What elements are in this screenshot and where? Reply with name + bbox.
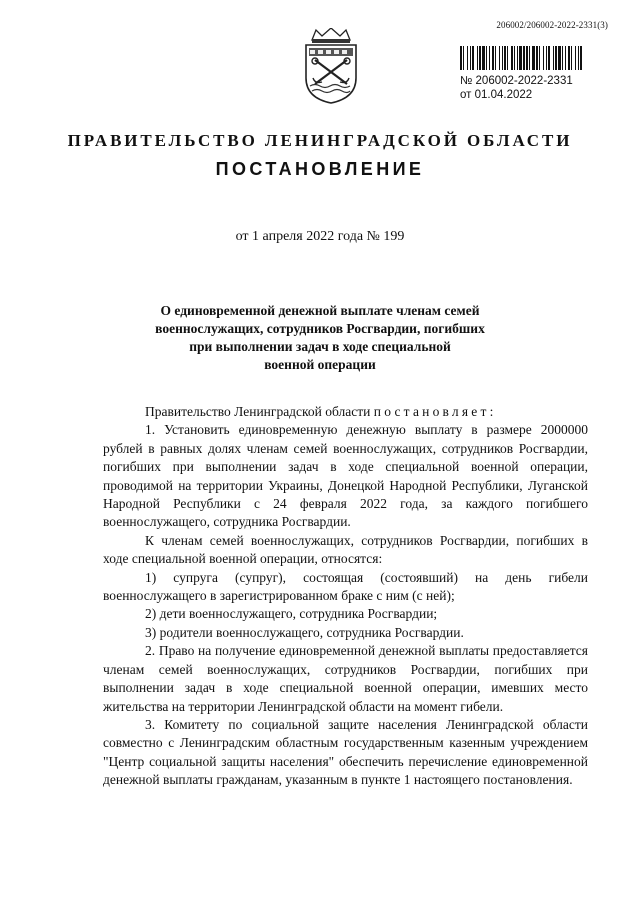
paragraph-item-3: 3. Комитету по социальной защите населения Ленинградской области совместно с Ленинградским областным государственным казенным учреждением "Центр социальной защиты населения" обеспечить перечисление единовременной денежной выплаты гражданам, указанным в пункте 1 настоящего постановления. bbox=[103, 716, 588, 788]
preamble-colon: : bbox=[489, 404, 494, 419]
preamble bbox=[103, 403, 588, 421]
paragraph-item-1: 1. Установить единовременную денежную выплату в размере 2000000 рублей в равных долях членам семей военнослужащих, сотрудников Росгвардии, погибших при выполнении задач в ходе специальной военной операции, проводимой на территории Украины, Донецкой Народной Республики, Луганской Народной Республики с 24 февраля 2022 года, за каждого погибшего военнослужащего, сотрудника Росгвардии. bbox=[103, 422, 588, 530]
document-code: 206002/206002-2022-2331(3) bbox=[496, 20, 608, 30]
decree-date-line: от 1 апреля 2022 года № 199 bbox=[235, 229, 405, 244]
decree-body bbox=[103, 403, 588, 790]
paragraph-item-2: 2. Право на получение единовременной денежной выплаты предоставляется членам семей военнослужащих, сотрудников Росгвардии, погибших при выполнении задач в ходе специальной военной операции, имевших место жительства на территории Ленинградской области на момент гибели. bbox=[103, 643, 588, 714]
registration-date: от 01.04.2022 bbox=[460, 89, 533, 101]
document-type-heading: ПОСТАНОВЛЕНИЕ bbox=[215, 159, 425, 179]
preamble-lead: Правительство Ленинградской области bbox=[145, 404, 374, 419]
authority-heading: ПРАВИТЕЛЬСТВО ЛЕНИНГРАДСКОЙ ОБЛАСТИ bbox=[67, 131, 573, 150]
coat-of-arms-icon bbox=[300, 28, 362, 104]
paragraph-subitem-1: 1) супруга (супруг), состоящая (состоявший) на день гибели военнослужащего в зарегистрированном браке с ним (с ней); bbox=[103, 569, 588, 604]
decree-title-line: военной операции bbox=[264, 357, 376, 372]
registration-number: № 206002-2022-2331 bbox=[460, 75, 573, 87]
decree-title-line: при выполнении задач в ходе специальной bbox=[189, 339, 451, 354]
paragraph-family-members: К членам семей военнослужащих, сотрудников Росгвардии, погибших в ходе специальной военной операции, относятся: bbox=[103, 532, 588, 567]
decree-title-line: военнослужащих, сотрудников Росгвардии, погибших bbox=[155, 321, 485, 336]
paragraph-subitem-3: 3) родители военнослужащего, сотрудника Росгвардии. bbox=[145, 624, 464, 640]
paragraph-subitem-2: 2) дети военнослужащего, сотрудника Росгвардии; bbox=[145, 606, 438, 622]
preamble-verb: постановляет bbox=[373, 404, 490, 419]
decree-title bbox=[150, 302, 490, 374]
barcode-icon bbox=[460, 46, 582, 70]
decree-title-line: О единовременной денежной выплате членам семей bbox=[160, 303, 480, 318]
